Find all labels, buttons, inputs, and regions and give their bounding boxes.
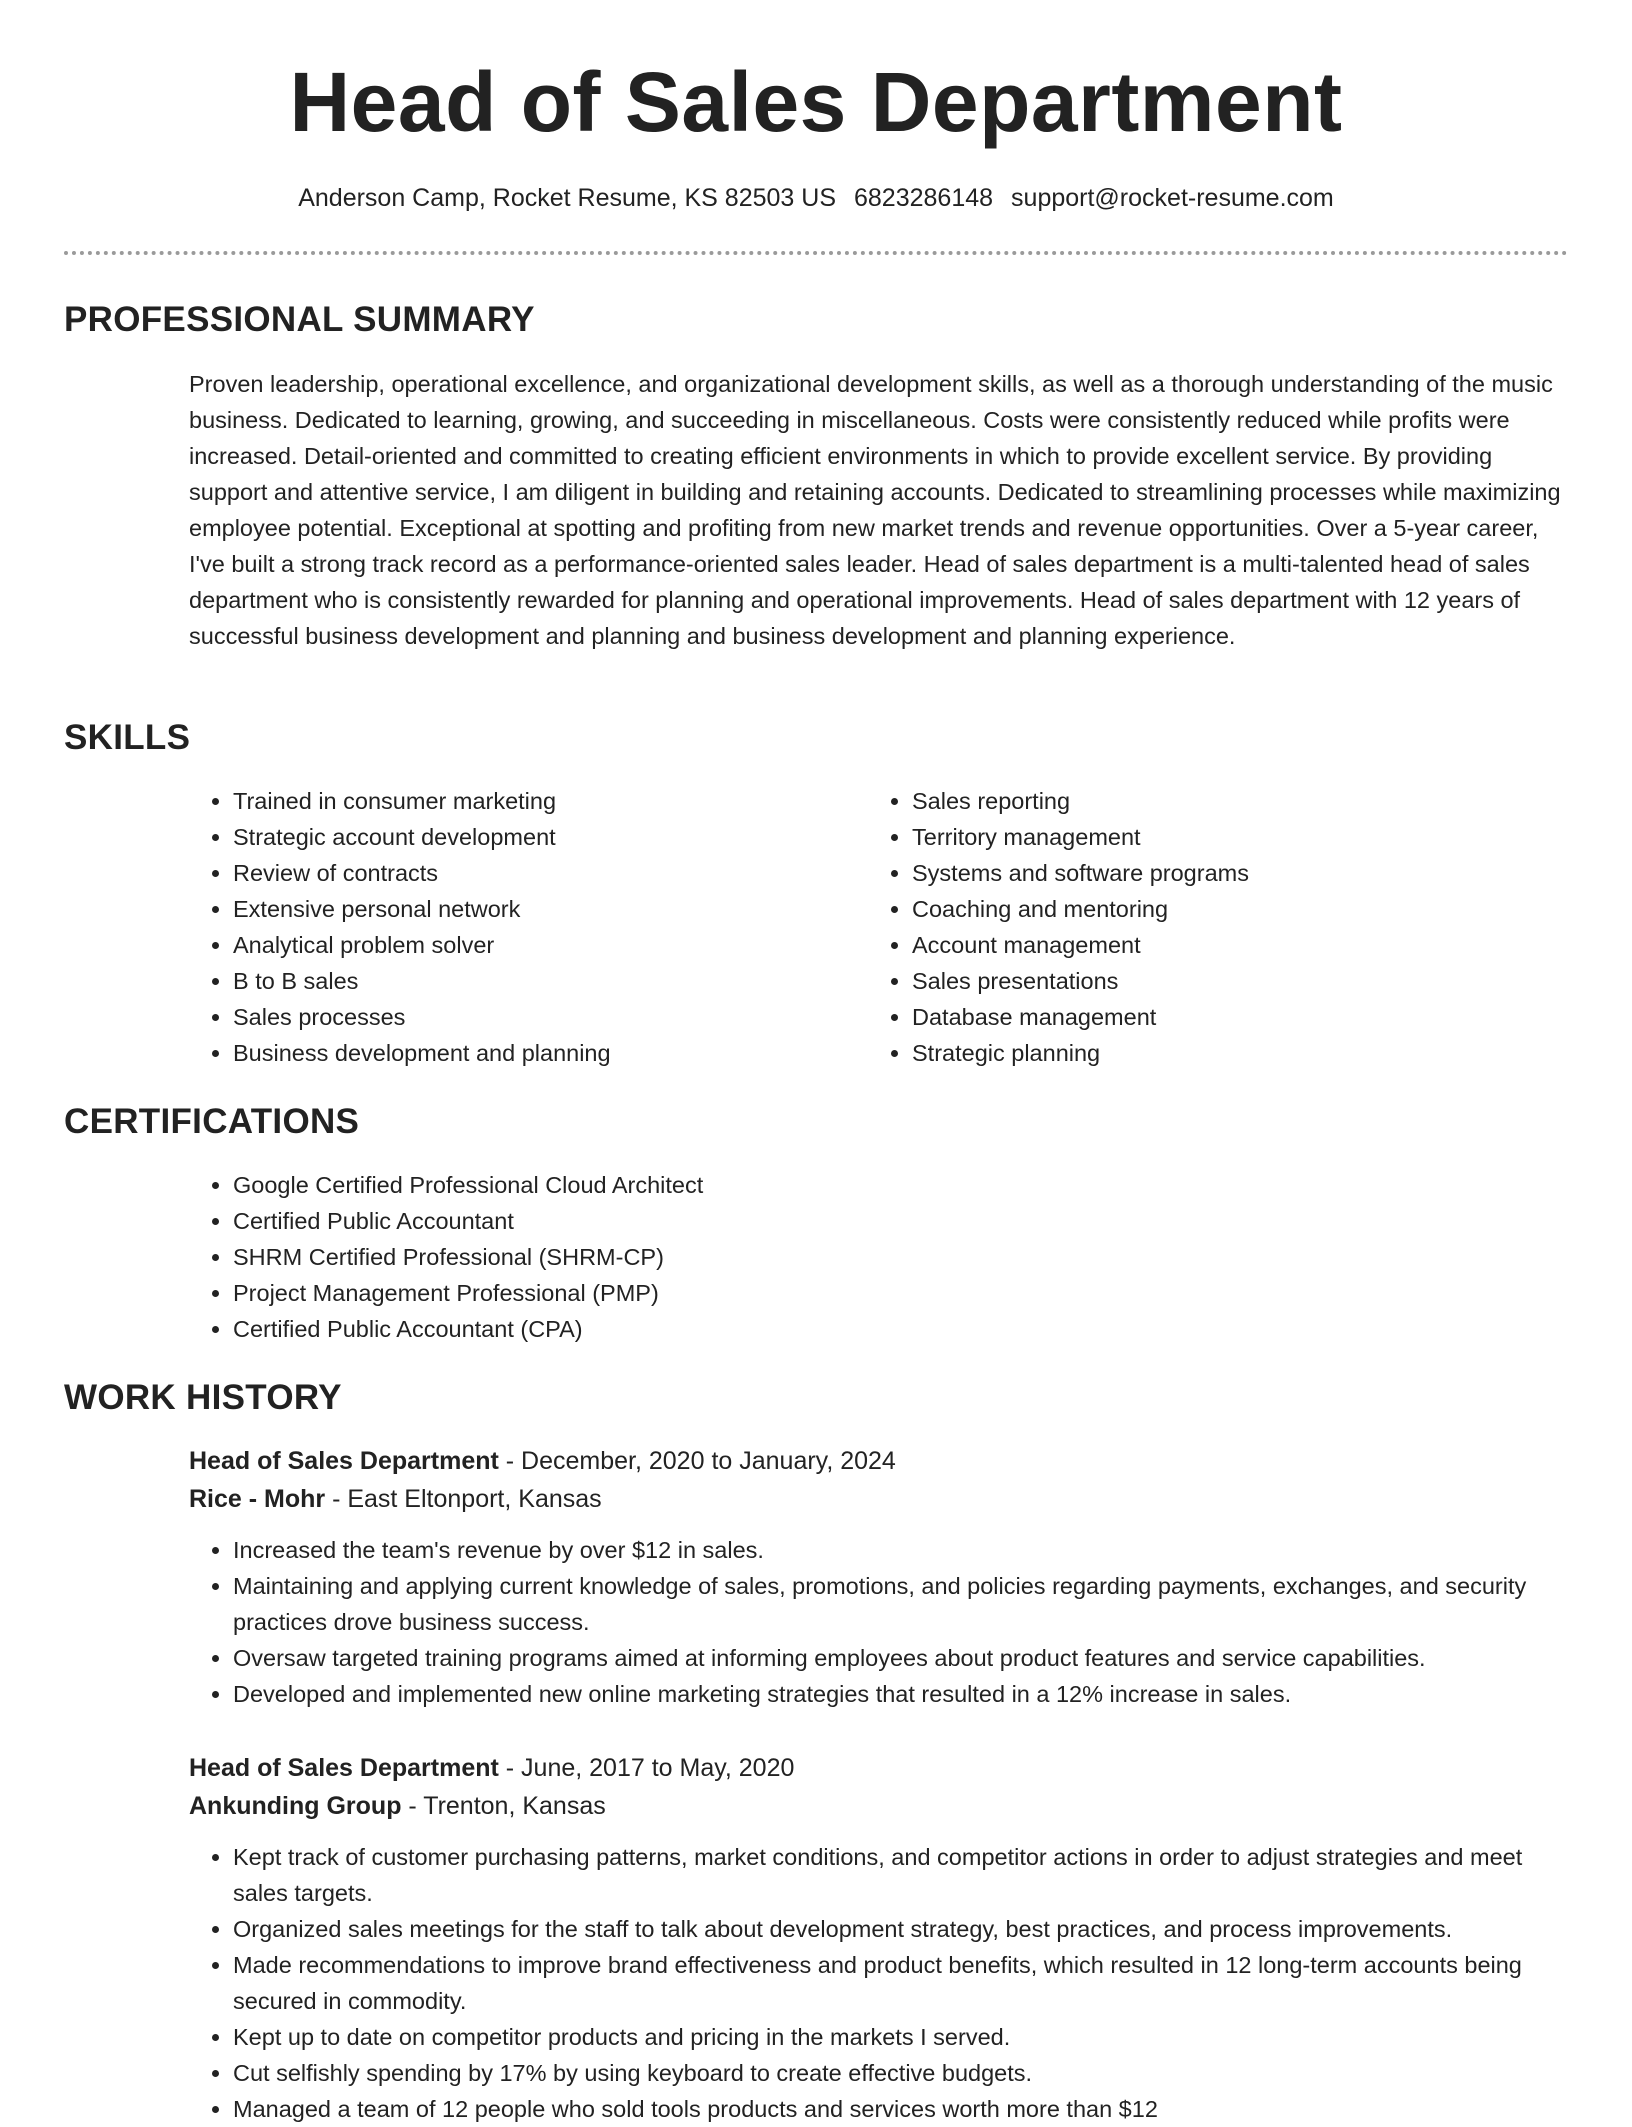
skill-item: • Extensive personal network — [233, 891, 809, 927]
skill-item: • Territory management — [912, 819, 1488, 855]
contact-address: Anderson Camp, Rocket Resume, KS 82503 US — [298, 184, 836, 212]
skills-heading: SKILLS — [64, 718, 191, 757]
job-entry — [189, 1749, 1569, 2127]
contact-phone: 6823286148 — [854, 184, 994, 212]
header-divider — [64, 251, 1568, 255]
skill-item: • Systems and software programs — [912, 855, 1488, 891]
certification-item: • Google Certified Professional Cloud Architect — [233, 1167, 1569, 1203]
job-title: Head of Sales Department — [189, 1447, 499, 1475]
job-company-line — [189, 1480, 1569, 1518]
job-bullets — [189, 1532, 1569, 1712]
job-bullet: • Cut selfishly spending by 17% by using keyboard to create effective budgets. — [233, 2055, 1569, 2091]
skill-item: • Strategic planning — [912, 1035, 1488, 1071]
skill-item: • Business development and planning — [233, 1035, 809, 1071]
certification-item: • SHRM Certified Professional (SHRM-CP) — [233, 1239, 1569, 1275]
job-dates: - June, 2017 to May, 2020 — [498, 1754, 795, 1782]
skill-item: • Sales presentations — [912, 963, 1488, 999]
job-company-line — [189, 1787, 1569, 1825]
skill-item: • Strategic account development — [233, 819, 809, 855]
job-company: Ankunding Group — [189, 1792, 402, 1820]
job-title-line — [189, 1749, 1569, 1787]
skill-item: • Analytical problem solver — [233, 927, 809, 963]
job-bullet: • Managed a team of 12 people who sold tools products and services worth more than $12 — [233, 2091, 1569, 2127]
job-bullets — [189, 1839, 1569, 2127]
job-bullet: • Maintaining and applying current knowledge of sales, promotions, and policies regarding payments, exchanges, and security practices drove business success. — [233, 1568, 1569, 1640]
skill-item: • Account management — [912, 927, 1488, 963]
job-entry — [189, 1442, 1569, 1712]
resume-title: Head of Sales Department — [289, 55, 1343, 149]
job-bullet: • Kept track of customer purchasing patterns, market conditions, and competitor actions in order to adjust strategies and meet sales targets. — [233, 1839, 1569, 1911]
skills-left-column — [189, 783, 809, 1071]
job-title: Head of Sales Department — [189, 1754, 499, 1782]
skills-left-list — [189, 783, 809, 1071]
job-bullet: • Oversaw targeted training programs aimed at informing employees about product features and service capabilities. — [233, 1640, 1569, 1676]
job-title-line — [189, 1442, 1569, 1480]
job-bullet: • Organized sales meetings for the staff to talk about development strategy, best practices, and process improvements. — [233, 1911, 1569, 1947]
certification-item: • Project Management Professional (PMP) — [233, 1275, 1569, 1311]
skill-item: • Trained in consumer marketing — [233, 783, 809, 819]
work-history-heading: WORK HISTORY — [64, 1378, 342, 1417]
skill-item: • B to B sales — [233, 963, 809, 999]
job-bullet: • Increased the team's revenue by over $12 in sales. — [233, 1532, 1569, 1568]
contact-line — [0, 180, 1632, 216]
skill-item: • Sales processes — [233, 999, 809, 1035]
job-dates: - December, 2020 to January, 2024 — [498, 1447, 896, 1475]
contact-email: support@rocket-resume.com — [1011, 184, 1334, 212]
skills-right-column — [868, 783, 1488, 1071]
certifications-list — [189, 1167, 1569, 1347]
job-company: Rice - Mohr — [189, 1485, 326, 1513]
certifications-heading: CERTIFICATIONS — [64, 1102, 360, 1141]
certification-item: • Certified Public Accountant (CPA) — [233, 1311, 1569, 1347]
skill-item: • Review of contracts — [233, 855, 809, 891]
summary-heading: PROFESSIONAL SUMMARY — [64, 300, 535, 339]
job-bullet: • Made recommendations to improve brand effectiveness and product benefits, which resulted in 12 long-term accounts being secured in commodity. — [233, 1947, 1569, 2019]
job-location: - East Eltonport, Kansas — [325, 1485, 602, 1513]
skill-item: • Sales reporting — [912, 783, 1488, 819]
skill-item: • Coaching and mentoring — [912, 891, 1488, 927]
job-bullet: • Kept up to date on competitor products and pricing in the markets I served. — [233, 2019, 1569, 2055]
skills-right-list — [868, 783, 1488, 1071]
job-bullet: • Developed and implemented new online marketing strategies that resulted in a 12% increase in sales. — [233, 1676, 1569, 1712]
certification-item: • Certified Public Accountant — [233, 1203, 1569, 1239]
summary-text: Proven leadership, operational excellence, and organizational development skills, as well as a thorough understanding of the music business. Dedicated to learning, growing, and succeeding in miscellaneous. Costs were consistently reduced while profits were increased. Detail-oriented and committed to creating efficient environments in which to provide excellent service. By providing support and attentive service, I am diligent in building and retaining accounts. Dedicated to streamlining processes while maximizing employee potential. Exceptional at spotting and profiting from new market trends and revenue opportunities. Over a 5-year career, I've built a strong track record as a performance-oriented sales leader. Head of sales department is a multi-talented head of sales department who is consistently rewarded for planning and operational improvements. Head of sales department with 12 years of successful business development and planning and business development and planning experience. — [189, 371, 1561, 649]
certifications-list-wrap — [189, 1167, 1569, 1347]
skill-item: • Database management — [912, 999, 1488, 1035]
job-location: - Trenton, Kansas — [401, 1792, 606, 1820]
